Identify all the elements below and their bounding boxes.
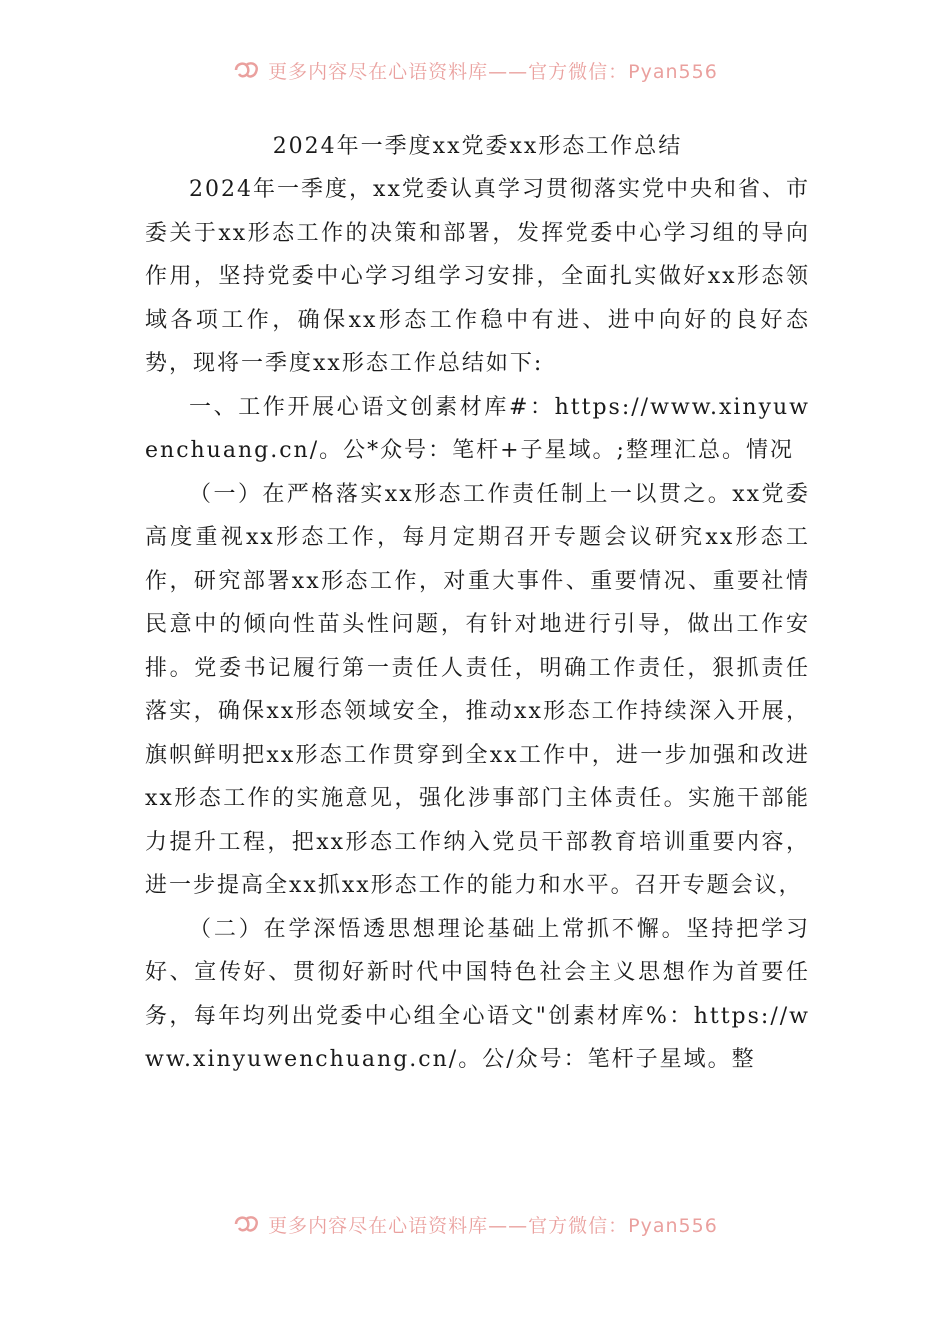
watermark-text: 更多内容尽在心语资料库——官方微信：Pyan556 — [268, 60, 718, 83]
paragraph-item-1: （一）在严格落实xx形态工作责任制上一以贯之。xx党委高度重视xx形态工作，每月定期召开专题会议研究xx形态工作，研究部署xx形态工作，对重大事件、重要情况、重要社情民意中的倾向性苗头性问题，有针对地进行引导，做出工作安排。党委书记履行第一责任人责任，明确工作责任，狠抓责任落实，确保xx形态领域安全，推动xx形态工作持续深入开展，旗帜鲜明把xx形态工作贯穿到全xx工作中，进一步加强和改进xx形态工作的实施意见，强化涉事部门主体责任。实施干部能力提升工程，把xx形态工作纳入党员干部教育培训重要内容，进一步提高全xx抓xx形态工作的能力和水平。召开专题会议， — [145, 481, 810, 898]
watermark-logo-icon — [232, 59, 262, 81]
paragraph-item-2: （二）在学深悟透思想理论基础上常抓不懈。坚持把学习好、宣传好、贯彻好新时代中国特色社会主义思想作为首要任务，每年均列出党委中心组全心语文"创素材库%：https://www.xinyuwenchuang.cn/。公/众号：笔杆子星域。整 — [145, 916, 810, 1072]
paragraph-intro: 2024年一季度，xx党委认真学习贯彻落实党中央和省、市委关于xx形态工作的决策和部署，发挥党委中心学习组的导向作用，坚持党委中心学习组学习安排，全面扎实做好xx形态领域各项工作，确保xx形态工作稳中有进、进中向好的良好态势，现将一季度xx形态工作总结如下: — [145, 177, 810, 376]
header-watermark — [0, 56, 950, 84]
document-body — [145, 126, 810, 1082]
watermark-logo-icon — [232, 1213, 262, 1235]
watermark-text: 更多内容尽在心语资料库——官方微信：Pyan556 — [268, 1214, 718, 1237]
paragraph-section-heading: 一、工作开展心语文创素材库#：https://www.xinyuwenchuang.cn/。公*众号：笔杆+子星域。;整理汇总。情况 — [145, 394, 810, 463]
footer-watermark — [0, 1210, 950, 1238]
document-title: 2024年一季度xx党委xx形态工作总结 — [272, 134, 683, 159]
